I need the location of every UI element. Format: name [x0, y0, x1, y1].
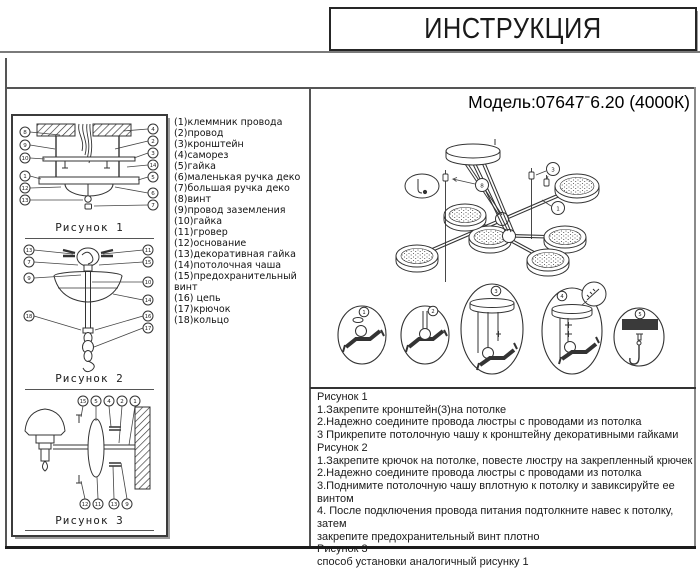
parts-list — [174, 117, 308, 326]
part-item: (6)маленькая ручка деко — [174, 172, 301, 183]
step-number: 3 — [494, 289, 498, 295]
page-title: ИНСТРУКЦИЯ — [424, 12, 602, 45]
part-item: (18)кольцо — [174, 315, 230, 326]
part-item: (7)большая ручка деко — [174, 183, 290, 194]
callout-number: 1 — [556, 206, 560, 213]
callout-number: 17 — [144, 326, 152, 332]
diagram-leaders — [453, 171, 551, 206]
callout-number: 9 — [125, 502, 129, 508]
top-divider — [0, 51, 700, 53]
callout-number: 2 — [151, 139, 155, 145]
callout-number: 4 — [151, 127, 155, 133]
callout-number: 8 — [480, 183, 484, 190]
instruction-line: закрепите предохранительный винт плотно — [317, 530, 540, 543]
part-item: (17)крючок — [174, 304, 231, 315]
part-item: (11)гровер — [174, 227, 228, 238]
part-item: (10)гайка — [174, 216, 223, 227]
callout-number: 9 — [27, 276, 31, 282]
figure3-drawing — [15, 393, 162, 513]
title-box — [329, 7, 697, 51]
figure1-drawing — [15, 119, 162, 219]
callout-number: 14 — [144, 298, 152, 304]
callout-number: 9 — [23, 143, 27, 149]
part-item: (1)клеммник провода — [174, 117, 283, 128]
callout-number: 13 — [110, 502, 118, 508]
instruction-line: 3.Поднимите потолочную чашу вплотную к потолку и завиксируйте ее винтом — [317, 479, 675, 505]
instruction-line: 2.Надежно соедините провода люстры с проводами из потолка — [317, 416, 642, 429]
callout-number: 15 — [79, 399, 87, 405]
lamp-diagram — [345, 136, 695, 286]
callout-number: 13 — [25, 248, 33, 254]
part-item: (9)провод заземления — [174, 205, 286, 216]
callout-number: 5 — [151, 175, 155, 181]
figure3-rule — [25, 530, 154, 531]
hook-detail-circle — [405, 174, 439, 198]
callout-number: 18 — [25, 314, 33, 320]
part-item: (2)провод — [174, 128, 224, 139]
callout-number: 3 — [551, 167, 555, 174]
callout-number: 2 — [120, 399, 124, 405]
step-ovals — [338, 284, 664, 374]
callout-number: 14 — [149, 163, 157, 169]
callout-number: 11 — [144, 248, 152, 254]
callout-number: 13 — [21, 198, 29, 204]
instruction-line: 1.Закрепите кронштейн(3)на потолке — [317, 403, 507, 416]
callout-number: 11 — [94, 502, 102, 508]
callout-number: 12 — [21, 186, 29, 192]
instruction-line: 3 Прикрепите потолочную чашу к кронштейну декоративными гайками — [317, 429, 679, 442]
callout-number: 10 — [144, 280, 152, 286]
part-item: (3)кронштейн — [174, 139, 244, 150]
callout-circles — [78, 396, 140, 509]
part-item: (12)основание — [174, 238, 247, 249]
figure2-drawing — [15, 242, 162, 370]
part-item: (15)предохранительный винт — [174, 271, 297, 293]
figure2-caption: Рисунок 2 — [55, 372, 124, 385]
instruction-line: способ установки аналогичный рисунку 1 — [317, 556, 529, 569]
figure1-caption: Рисунок 1 — [55, 221, 124, 234]
sconce-body — [25, 409, 135, 483]
callout-number: 1 — [23, 174, 27, 180]
step-number: 1 — [362, 310, 366, 316]
callout-number: 3 — [151, 151, 155, 157]
callout-number: 7 — [27, 260, 31, 266]
callout-number: 6 — [151, 191, 155, 197]
callout-number: 7 — [151, 203, 155, 209]
model-label: Модель:07647ˉ6.20 (4000К) — [468, 92, 690, 112]
step-number: 5 — [638, 312, 642, 318]
part-item: (14)потолочная чаша — [174, 260, 282, 271]
figures-panel — [11, 114, 168, 537]
callout-number: 4 — [107, 399, 111, 405]
figure1-rule — [25, 238, 154, 239]
instruction-line: Рисунок 2 — [317, 441, 368, 454]
part-item: (13)декоративная гайка — [174, 249, 296, 260]
instruction-line: 1.Закрепите крючок на потолке, повесте люстру на закрепленный крючек — [317, 454, 693, 467]
part-item: (4)саморез — [174, 150, 229, 161]
diagram-callout-numbers — [480, 168, 560, 213]
callout-number: 10 — [21, 156, 29, 162]
callout-number: 1 — [133, 399, 137, 405]
callout-number: 15 — [144, 260, 152, 266]
callout-number: 16 — [144, 314, 152, 320]
part-item: (5)гайка — [174, 161, 217, 172]
instructions-divider — [310, 387, 696, 389]
step-number: 4 — [560, 294, 564, 300]
wall-hatch — [135, 407, 150, 489]
instruction-line: Рисунок 1 — [317, 391, 368, 403]
callout-number: 8 — [23, 130, 27, 136]
instruction-line: 2.Надежно соедините провода люстры с проводами из потолка — [317, 467, 642, 480]
figure2-rule — [25, 389, 154, 390]
figure3-caption: Рисунок 3 — [55, 514, 124, 527]
column-divider — [309, 87, 311, 548]
callout-number: 5 — [94, 399, 98, 405]
part-item: (8)винт — [174, 194, 211, 205]
content-top-border — [5, 87, 696, 89]
callout-number: 12 — [81, 502, 89, 508]
step-number: 2 — [431, 309, 435, 315]
instruction-line: 4. После подключения провода питания подтолкните навес к потолку, затем — [317, 505, 674, 531]
part-item: (16) цепь — [174, 293, 221, 304]
instructions-block — [317, 391, 695, 569]
hook-knot — [63, 248, 113, 271]
assembly-steps — [330, 281, 670, 383]
left-border — [5, 58, 7, 548]
instruction-line: Рисунок 3 — [317, 543, 368, 556]
